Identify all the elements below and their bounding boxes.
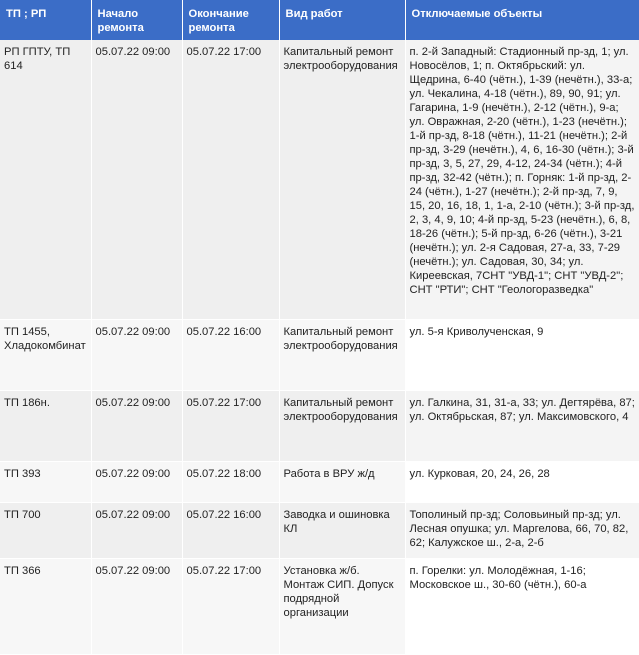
header-row <box>0 0 639 40</box>
cell-objects: п. 2-й Западный: Стадионный пр-зд, 1; ул. Новосёлов, 1; п. Октябрьский: ул. Щедрина, 6-40 (чётн.), 1-39 (нечётн.), 33-а; ул. Чекалина, 4-18 (чётн.), 89, 90, 91; ул. Гагарина, 1-9 (нечётн.), 2-12 (чётн.), 9-а; ул. Овражная, 2-20 (чётн.), 1-23 (нечётн.); 1-й пр-зд, 8-18 (чётн.), 11-21 (нечётн.); 2-й пр-зд, 3-29 (нечётн.), 4, 6, 16-30 (чётн.); 3-й пр-зд, 3, 5, 27, 29, 4-12, 24-34 (чётн.); 4-й пр-зд, 32-42 (чётн.); п. Горняк: 1-й пр-зд, 2-24 (чётн.), 1-27 (нечётн.); 2-й пр-зд, 7, 9, 15, 20, 16, 18, 1, 1-а, 2-10 (чётн.); 3-й пр-зд, 2, 3, 4, 9, 10; 4-й пр-зд, 5-23 (нечётн.), 6, 8, 18-26 (чётн.); 5-й пр-зд, 6-26 (чётн.), 3-21 (нечётн.); ул. 2-я Садовая, 27-а, 33, 7-29 (нечётн.); ул. Садовая, 30, 34; ул. Киреевская, 7СНТ "УВД-1"; СНТ "УВД-2"; СНТ "РТИ"; СНТ "Геологоразведка" <box>405 40 639 319</box>
table-body <box>0 40 639 654</box>
header-start: Начало ремонта <box>91 0 182 40</box>
cell-objects: ул. Курковая, 20, 24, 26, 28 <box>405 461 639 502</box>
cell-start: 05.07.22 09:00 <box>91 319 182 390</box>
table-row <box>0 319 639 390</box>
cell-end: 05.07.22 16:00 <box>182 319 279 390</box>
cell-end: 05.07.22 18:00 <box>182 461 279 502</box>
cell-objects: п. Горелки: ул. Молодёжная, 1-16; Московское ш., 30-60 (чётн.), 60-а <box>405 558 639 654</box>
cell-objects: Тополиный пр-зд; Соловьиный пр-зд; ул. Лесная опушка; ул. Маргелова, 66, 70, 82, 62; Калужское ш., 2-а, 2-б <box>405 502 639 558</box>
table-row <box>0 390 639 461</box>
table-row <box>0 502 639 558</box>
cell-start: 05.07.22 09:00 <box>91 40 182 319</box>
cell-tp: ТП 1455, Хладокомбинат <box>0 319 91 390</box>
cell-tp: ТП 393 <box>0 461 91 502</box>
table-row <box>0 558 639 654</box>
cell-work: Установка ж/б. Монтаж СИП. Допуск подрядной организации <box>279 558 405 654</box>
header-work: Вид работ <box>279 0 405 40</box>
header-tp: ТП ; РП <box>0 0 91 40</box>
cell-work: Заводка и ошиновка КЛ <box>279 502 405 558</box>
cell-work: Капитальный ремонт электрооборудования <box>279 319 405 390</box>
cell-end: 05.07.22 17:00 <box>182 558 279 654</box>
cell-end: 05.07.22 17:00 <box>182 390 279 461</box>
header-objects: Отключаемые объекты <box>405 0 639 40</box>
cell-end: 05.07.22 16:00 <box>182 502 279 558</box>
cell-objects: ул. 5-я Криволученская, 9 <box>405 319 639 390</box>
cell-work: Капитальный ремонт электрооборудования <box>279 40 405 319</box>
cell-objects: ул. Галкина, 31, 31-а, 33; ул. Дегтярёва, 87; ул. Октябрьская, 87; ул. Максимовского, 4 <box>405 390 639 461</box>
cell-work: Капитальный ремонт электрооборудования <box>279 390 405 461</box>
table-row <box>0 461 639 502</box>
table-row <box>0 40 639 319</box>
cell-tp: РП ГПТУ, ТП 614 <box>0 40 91 319</box>
cell-tp: ТП 700 <box>0 502 91 558</box>
cell-end: 05.07.22 17:00 <box>182 40 279 319</box>
cell-work: Работа в ВРУ ж/д <box>279 461 405 502</box>
cell-tp: ТП 366 <box>0 558 91 654</box>
cell-start: 05.07.22 09:00 <box>91 461 182 502</box>
cell-tp: ТП 186н. <box>0 390 91 461</box>
cell-start: 05.07.22 09:00 <box>91 558 182 654</box>
cell-start: 05.07.22 09:00 <box>91 502 182 558</box>
cell-start: 05.07.22 09:00 <box>91 390 182 461</box>
header-end: Окончание ремонта <box>182 0 279 40</box>
table-header <box>0 0 639 40</box>
